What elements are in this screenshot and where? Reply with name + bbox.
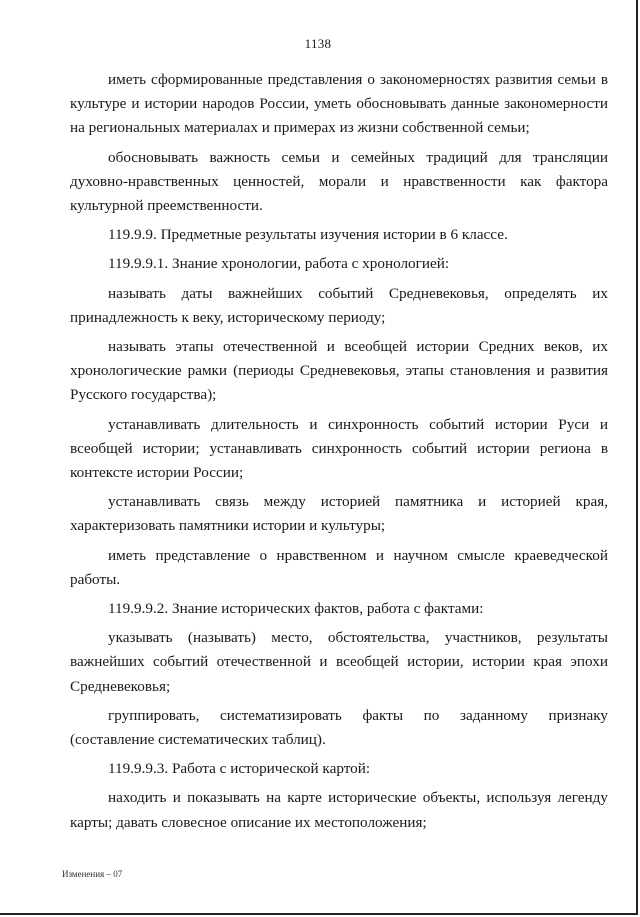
paragraph: устанавливать длительность и синхронность событий истории Руси и всеобщей истории; устанавливать синхронность событий истории региона в контексте истории России;: [70, 415, 608, 482]
footer-note: Изменения – 07: [62, 869, 123, 879]
paragraph: группировать, систематизировать факты по заданному признаку (составление систематических таблиц).: [70, 706, 608, 749]
paragraph: находить и показывать на карте исторические объекты, используя легенду карты; давать словесное описание их местоположения;: [70, 789, 608, 831]
subsection-heading: 119.9.9.3. Работа с исторической картой:: [108, 760, 371, 778]
paragraph: иметь сформированные представления о закономерностях развития семьи в культуре и истории народов России, уметь обосновывать данные закономерности на региональных материалах и примерах из жизни собственной семьи;: [70, 71, 608, 137]
page-number: 1138: [304, 36, 332, 51]
paragraph: иметь представление о нравственном и научном смысле краеведческой работы.: [70, 546, 608, 588]
subsection-heading: 119.9.9.1. Знание хронологии, работа с хронологией:: [108, 255, 450, 273]
paragraph: называть этапы отечественной и всеобщей истории Средних веков, их хронологические рамки (периоды Средневековья, этапы становления и развития Русского государства);: [70, 338, 608, 404]
subsection-heading: 119.9.9.2. Знание исторических фактов, работа с фактами:: [108, 600, 484, 618]
paragraph: обосновывать важность семьи и семейных традиций для трансляции духовно-нравственных ценностей, морали и нравственности как фактора культурной преемственности.: [70, 148, 608, 215]
document-body: [70, 68, 608, 840]
section-heading: 119.9.9. Предметные результаты изучения истории в 6 классе.: [108, 226, 508, 244]
paragraph: указывать (называть) место, обстоятельства, участников, результаты важнейших событий отечественной и всеобщей истории, истории края эпохи Средневековья;: [70, 629, 608, 695]
paragraph: называть даты важнейших событий Средневековья, определять их принадлежность к веку, историческому периоду;: [70, 284, 608, 326]
paragraph: устанавливать связь между историей памятника и историей края, характеризовать памятники истории и культуры;: [70, 493, 608, 535]
